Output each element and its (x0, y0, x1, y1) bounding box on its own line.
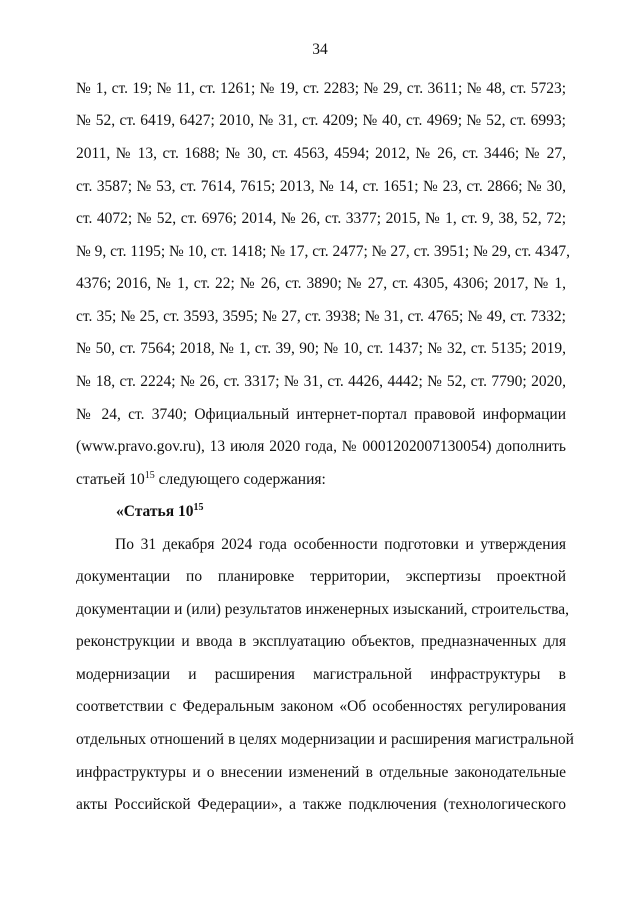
article-line-4: реконструкции и ввода в эксплуатацию объектов, предназначенных для (76, 633, 566, 650)
article-heading-superscript: 15 (193, 502, 204, 513)
article-line-2: документации по планировке территории, экспертизы проектной (76, 568, 566, 585)
article-line-5: модернизации и расширения магистральной инфраструктуры в (76, 666, 566, 683)
amendment-last-line (76, 470, 566, 490)
article-heading-text: «Статья 10 (116, 503, 194, 520)
amendment-last-line-text: статьей 10 (76, 471, 145, 488)
article-line-1: По 31 декабря 2024 года особенности подготовки и утверждения (115, 536, 566, 553)
page-number: 34 (312, 41, 328, 58)
amendment-line-4: ст. 3587; № 53, ст. 7614, 7615; 2013, № 14, ст. 1651; № 23, ст. 2866; № 30, (76, 178, 566, 195)
article-line-3: документации и (или) результатов инженерных изысканий, строительства, (76, 601, 569, 618)
amendment-line-12: (www.pravo.gov.ru), 13 июля 2020 года, № 0001202007130054) дополнить (76, 438, 566, 455)
article-line-8: инфраструктуры и о внесении изменений в отдельные законодательные (76, 764, 566, 781)
amendment-last-line-tail: следующего содержания: (154, 471, 326, 488)
article-line-6: соответствии с Федеральным законом «Об особенностях регулирования (76, 698, 566, 715)
article-line-7: отдельных отношений в целях модернизации и расширения магистральной (76, 731, 574, 748)
amendment-line-2: № 52, ст. 6419, 6427; 2010, № 31, ст. 4209; № 40, ст. 4969; № 52, ст. 6993; (76, 112, 566, 129)
article-line-9: акты Российской Федерации», а также подключения (технологического (76, 796, 566, 813)
amendment-line-10: № 18, ст. 2224; № 26, ст. 3317; № 31, ст. 4426, 4442; № 52, ст. 7790; 2020, (76, 373, 566, 390)
amendment-line-7: 4376; 2016, № 1, ст. 22; № 26, ст. 3890; № 27, ст. 4305, 4306; 2017, № 1, (76, 275, 566, 292)
amendment-line-11: № 24, ст. 3740; Официальный интернет-портал правовой информации (76, 406, 566, 423)
amendment-line-6: № 9, ст. 1195; № 10, ст. 1418; № 17, ст. 2477; № 27, ст. 3951; № 29, ст. 4347, (76, 243, 571, 260)
amendment-line-3: 2011, № 13, ст. 1688; № 30, ст. 4563, 4594; 2012, № 26, ст. 3446; № 27, (76, 145, 566, 162)
amendment-line-5: ст. 4072; № 52, ст. 6976; 2014, № 26, ст. 3377; 2015, № 1, ст. 9, 38, 52, 72; (76, 210, 566, 227)
amendment-line-1: № 1, ст. 19; № 11, ст. 1261; № 19, ст. 2283; № 29, ст. 3611; № 48, ст. 5723; (76, 80, 566, 97)
amendment-line-8: ст. 35; № 25, ст. 3593, 3595; № 27, ст. 3938; № 31, ст. 4765; № 49, ст. 7332; (76, 308, 566, 325)
article-heading (116, 502, 203, 522)
amendment-line-9: № 50, ст. 7564; 2018, № 1, ст. 39, 90; № 10, ст. 1437; № 32, ст. 5135; 2019, (76, 340, 566, 357)
article-number-superscript: 15 (144, 470, 155, 481)
